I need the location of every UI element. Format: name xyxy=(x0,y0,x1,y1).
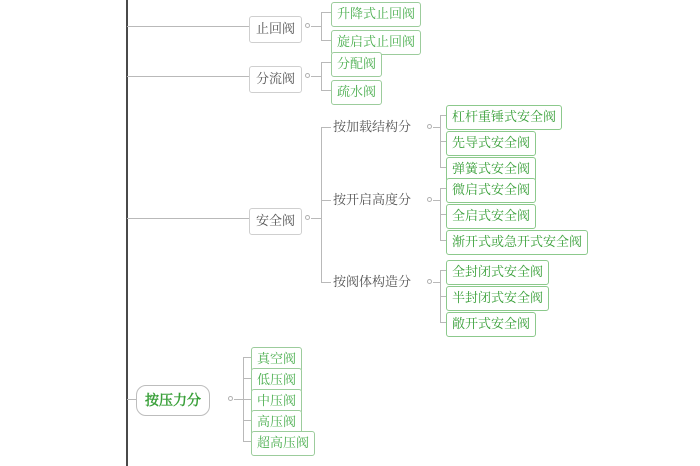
leaf-jiankaishi-jikaishi-anquanfa[interactable]: 渐开式或急开式安全阀 xyxy=(446,230,588,255)
connector xyxy=(321,200,331,201)
leaf-changkaishi-anquanfa[interactable]: 敞开式安全阀 xyxy=(446,312,536,337)
connector xyxy=(243,378,251,379)
node-dot xyxy=(427,197,432,202)
connector xyxy=(321,90,331,91)
connector xyxy=(433,200,440,201)
connector xyxy=(321,62,331,63)
connector xyxy=(243,420,251,421)
leaf-xiandaoshi-anquanfa[interactable]: 先导式安全阀 xyxy=(446,131,536,156)
connector xyxy=(321,127,331,128)
connector xyxy=(311,218,321,219)
connector xyxy=(433,282,440,283)
connector xyxy=(243,399,251,400)
node-dot xyxy=(427,124,432,129)
subbranch-by-body-structure[interactable]: 按阀体构造分 xyxy=(333,274,412,289)
leaf-tanhuangshi-anquanfa[interactable]: 弹簧式安全阀 xyxy=(446,157,536,182)
branch-anquanfa[interactable]: 安全阀 xyxy=(249,208,302,235)
leaf-ganggan-zhongchui-anquanfa[interactable]: 杠杆重锤式安全阀 xyxy=(446,105,562,130)
branch-fenliufa[interactable]: 分流阀 xyxy=(249,66,302,93)
leaf-zhenkongfa[interactable]: 真空阀 xyxy=(251,347,302,372)
connector xyxy=(127,26,249,27)
leaf-shengjiangshi-zhihuifa[interactable]: 升降式止回阀 xyxy=(331,2,421,27)
connector xyxy=(311,76,321,77)
leaf-gaoyafa[interactable]: 高压阀 xyxy=(251,410,302,435)
node-dot xyxy=(305,73,310,78)
connector xyxy=(127,399,136,400)
node-dot xyxy=(427,279,432,284)
connector xyxy=(127,76,249,77)
branch-by-pressure[interactable]: 按压力分 xyxy=(136,385,210,416)
leaf-shushuifa[interactable]: 疏水阀 xyxy=(331,80,382,105)
connector xyxy=(321,12,322,40)
leaf-quanfengbishi-anquanfa[interactable]: 全封闭式安全阀 xyxy=(446,260,549,285)
connector xyxy=(127,218,249,219)
subbranch-by-opening-height[interactable]: 按开启高度分 xyxy=(333,192,412,207)
leaf-banfengbishi-anquanfa[interactable]: 半封闭式安全阀 xyxy=(446,286,549,311)
leaf-xuanqishi-zhihuifa[interactable]: 旋启式止回阀 xyxy=(331,30,421,55)
leaf-quanqishi-anquanfa[interactable]: 全启式安全阀 xyxy=(446,204,536,229)
connector xyxy=(321,282,331,283)
leaf-zhongyafa[interactable]: 中压阀 xyxy=(251,389,302,414)
trunk-line xyxy=(126,0,128,466)
connector xyxy=(243,441,251,442)
node-dot xyxy=(228,396,233,401)
connector xyxy=(243,357,251,358)
connector xyxy=(321,127,322,282)
connector xyxy=(321,62,322,90)
leaf-fenpeifa[interactable]: 分配阀 xyxy=(331,52,382,77)
leaf-weiqishi-anquanfa[interactable]: 微启式安全阀 xyxy=(446,178,536,203)
branch-zhihuifa[interactable]: 止回阀 xyxy=(249,16,302,43)
leaf-diyafa[interactable]: 低压阀 xyxy=(251,368,302,393)
connector xyxy=(321,12,331,13)
node-dot xyxy=(305,215,310,220)
subbranch-by-loading-structure[interactable]: 按加载结构分 xyxy=(333,119,412,134)
connector xyxy=(321,40,331,41)
connector xyxy=(311,26,321,27)
leaf-chaogaoyafa[interactable]: 超高压阀 xyxy=(251,431,315,456)
connector xyxy=(433,127,440,128)
node-dot xyxy=(305,23,310,28)
connector xyxy=(234,399,243,400)
